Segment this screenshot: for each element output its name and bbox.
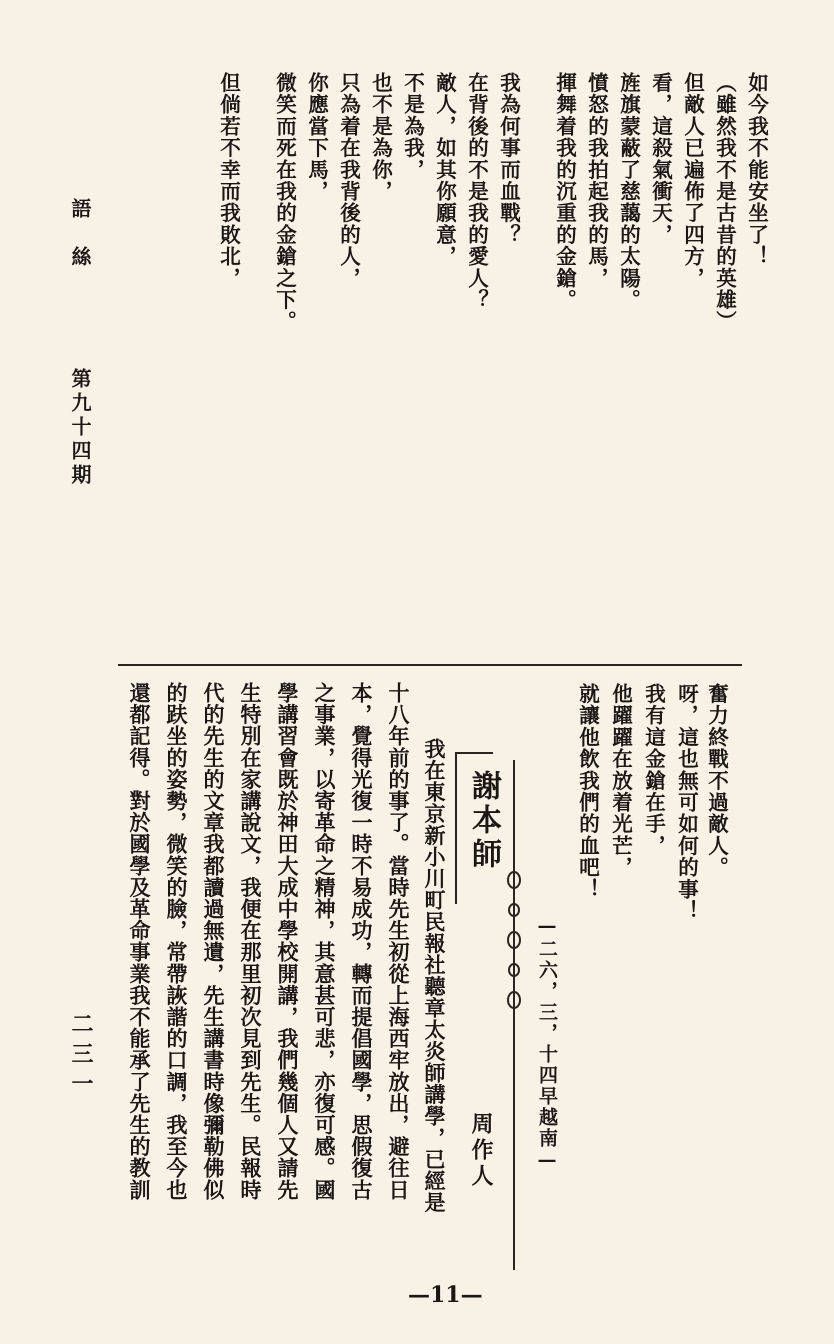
journal-title: 語絲 (68, 198, 92, 294)
poem-line: 但倘若不幸而我敗北， (216, 72, 241, 289)
poem-line: 呀，這也無可如何的事！ (674, 683, 699, 922)
poem-line: 只為着在我背後的人， (336, 72, 361, 289)
date-line: —二六，三，十四早越南— (536, 915, 558, 1173)
paragraph-line: 我在東京新小川町民報社聽章太炎師講學，已經是 (422, 738, 447, 1214)
poem-line: 揮舞着我的沉重的金鎗。 (552, 72, 577, 311)
poem-line: 旌旗蒙蔽了慈藹的太陽。 (616, 72, 641, 311)
poem-line: 但敵人已遍佈了四方， (680, 72, 705, 289)
section-divider (118, 664, 742, 666)
paragraph-line: 本，覺得光復一時不易成功，轉而提倡國學，思假復古 (349, 682, 374, 1201)
poem-line: 你應當下馬， (304, 72, 329, 203)
paragraph-line: 代的先生的文章我都讀過無遺，先生講書時像彌勒佛似 (201, 682, 226, 1201)
poem-line: 我有這金鎗在手， (641, 683, 666, 857)
page-number-bottom: —11— (408, 1282, 483, 1308)
paragraph-line: 生特別在家講說文，我便在那里初次見到先生。民報時 (238, 682, 263, 1201)
poem-line: 不是為我， (400, 72, 425, 181)
page-number-top: 二三一 (68, 1012, 94, 1102)
poem-line: 奮力終戰不過敵人。 (704, 683, 729, 879)
author-name: 周作人 (468, 1112, 494, 1190)
ornament-divider (502, 760, 526, 1270)
poem-line: 就讓他飲我們的血吧！ (575, 683, 600, 900)
poem-line: 如今我不能安坐了！ (744, 72, 769, 268)
issue-number: 第九十四期 (68, 368, 92, 488)
poem-line: （雖然我不是古昔的英雄） (712, 72, 737, 333)
poem-line: 在背後的不是我的愛人？ (464, 72, 489, 311)
paragraph-line: 的趺坐的姿勢，微笑的臉，常帶詼諧的口調，我至今也 (164, 682, 189, 1201)
poem-line: 看，這殺氣衝天， (648, 72, 673, 246)
paragraph-line: 學講習會既於神田大成中學校開講，我們幾個人又請先 (275, 682, 300, 1201)
paragraph-line: 之事業，以寄革命之精神，其意甚可悲，亦復可感。國 (312, 682, 337, 1201)
paragraph-line: 十八年前的事了。當時先生初從上海西牢放出，避往日 (386, 682, 411, 1201)
paragraph-line: 還都記得。對於國學及革命事業我不能承了先生的教訓 (127, 682, 152, 1201)
poem-line: 他躍躍在放着光芒， (608, 683, 633, 879)
article-title: 謝本師 (466, 770, 501, 872)
poem-line: 敵人，如其你願意， (432, 72, 457, 268)
poem-line: 憤怒的我拍起我的馬， (584, 72, 609, 289)
poem-line: 也不是為你， (368, 72, 393, 203)
poem-line: 我為何事而血戰？ (496, 72, 521, 246)
poem-line: 微笑而死在我的金鎗之下。 (272, 72, 297, 333)
